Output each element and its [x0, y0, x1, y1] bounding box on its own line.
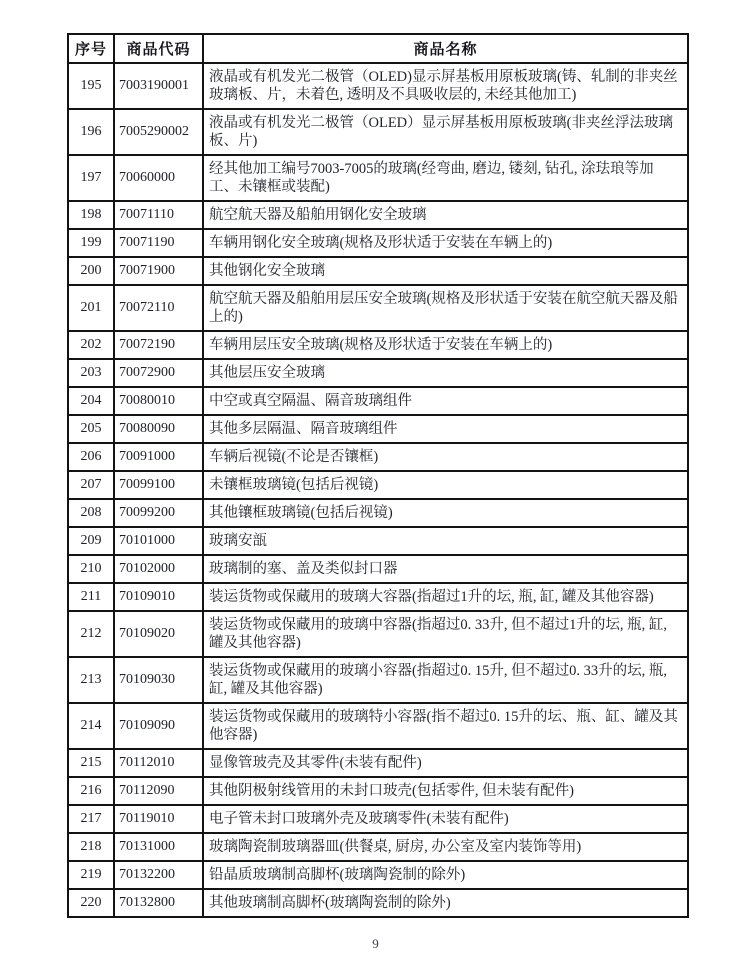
code-cell: 70109020 [114, 611, 203, 657]
name-cell: 经其他加工编号7003-7005的玻璃(经弯曲, 磨边, 镂刻, 钻孔, 涂珐琅等加工、未镶框或装配) [203, 155, 688, 201]
name-cell: 液晶或有机发光二极管（OLED）显示屏基板用原板玻璃(非夹丝浮法玻璃板、片) [203, 109, 688, 155]
name-cell: 装运货物或保藏用的玻璃小容器(指超过0. 15升, 但不超过0. 33升的坛, 瓶, 缸, 罐及其他容器) [203, 657, 688, 703]
table-row [68, 331, 688, 359]
table-row [68, 657, 688, 703]
code-cell: 70099100 [114, 471, 203, 499]
code-cell: 70102000 [114, 555, 203, 583]
table-row [68, 229, 688, 257]
serial-cell: 213 [68, 657, 114, 703]
serial-cell: 197 [68, 155, 114, 201]
table-row [68, 285, 688, 331]
serial-cell: 214 [68, 703, 114, 749]
code-cell: 70072190 [114, 331, 203, 359]
name-cell: 车辆用钢化安全玻璃(规格及形状适于安装在车辆上的) [203, 229, 688, 257]
code-cell: 70112010 [114, 749, 203, 777]
serial-cell: 215 [68, 749, 114, 777]
table-row [68, 471, 688, 499]
serial-cell: 216 [68, 777, 114, 805]
table-row [68, 415, 688, 443]
serial-cell: 208 [68, 499, 114, 527]
code-cell: 70080090 [114, 415, 203, 443]
code-cell: 70132200 [114, 861, 203, 889]
code-cell: 70072900 [114, 359, 203, 387]
name-cell: 其他层压安全玻璃 [203, 359, 688, 387]
code-cell: 70131000 [114, 833, 203, 861]
table-row [68, 155, 688, 201]
name-cell: 装运货物或保藏用的玻璃中容器(指超过0. 33升, 但不超过1升的坛, 瓶, 缸, 罐及其他容器) [203, 611, 688, 657]
table-row [68, 499, 688, 527]
serial-cell: 199 [68, 229, 114, 257]
table-row [68, 387, 688, 415]
name-cell: 其他镶框玻璃镜(包括后视镜) [203, 499, 688, 527]
code-cell: 70132800 [114, 889, 203, 917]
name-cell: 未镶框玻璃镜(包括后视镜) [203, 471, 688, 499]
commodity-table [67, 33, 689, 918]
serial-cell: 205 [68, 415, 114, 443]
table-row [68, 443, 688, 471]
table-row [68, 833, 688, 861]
name-cell: 玻璃陶瓷制玻璃器皿(供餐桌, 厨房, 办公室及室内装饰等用) [203, 833, 688, 861]
name-cell: 其他玻璃制高脚杯(玻璃陶瓷制的除外) [203, 889, 688, 917]
serial-cell: 200 [68, 257, 114, 285]
table-row [68, 527, 688, 555]
table-row [68, 201, 688, 229]
serial-cell: 202 [68, 331, 114, 359]
serial-cell: 196 [68, 109, 114, 155]
serial-cell: 212 [68, 611, 114, 657]
table-row [68, 805, 688, 833]
serial-cell: 220 [68, 889, 114, 917]
code-cell: 70080010 [114, 387, 203, 415]
code-cell: 70109010 [114, 583, 203, 611]
table-row [68, 359, 688, 387]
code-column-header: 商品代码 [114, 34, 203, 63]
code-cell: 70099200 [114, 499, 203, 527]
code-cell: 70112090 [114, 777, 203, 805]
name-cell: 装运货物或保藏用的玻璃大容器(指超过1升的坛, 瓶, 缸, 罐及其他容器) [203, 583, 688, 611]
table-row [68, 889, 688, 917]
name-cell: 车辆用层压安全玻璃(规格及形状适于安装在车辆上的) [203, 331, 688, 359]
page-number: 9 [372, 936, 379, 951]
name-cell: 其他钢化安全玻璃 [203, 257, 688, 285]
code-cell: 70119010 [114, 805, 203, 833]
name-cell: 航空航天器及船舶用钢化安全玻璃 [203, 201, 688, 229]
name-cell: 航空航天器及船舶用层压安全玻璃(规格及形状适于安装在航空航天器及船上的) [203, 285, 688, 331]
name-cell: 车辆后视镜(不论是否镶框) [203, 443, 688, 471]
code-cell: 70071900 [114, 257, 203, 285]
code-cell: 70060000 [114, 155, 203, 201]
name-cell: 玻璃安瓿 [203, 527, 688, 555]
table-row [68, 63, 688, 109]
code-cell: 70071110 [114, 201, 203, 229]
code-cell: 70091000 [114, 443, 203, 471]
code-cell: 70109090 [114, 703, 203, 749]
table-row [68, 555, 688, 583]
table-row [68, 777, 688, 805]
name-column-header: 商品名称 [203, 34, 688, 63]
code-cell: 7003190001 [114, 63, 203, 109]
name-cell: 装运货物或保藏用的玻璃特小容器(指不超过0. 15升的坛、瓶、缸、罐及其他容器) [203, 703, 688, 749]
table-row [68, 611, 688, 657]
table-row [68, 749, 688, 777]
header-row [68, 34, 688, 63]
name-cell: 铅晶质玻璃制高脚杯(玻璃陶瓷制的除外) [203, 861, 688, 889]
table-header [68, 34, 688, 63]
code-cell: 70071190 [114, 229, 203, 257]
table-row [68, 109, 688, 155]
code-cell: 70072110 [114, 285, 203, 331]
name-cell: 电子管未封口玻璃外壳及玻璃零件(未装有配件) [203, 805, 688, 833]
table-row [68, 703, 688, 749]
table-row [68, 257, 688, 285]
serial-cell: 206 [68, 443, 114, 471]
table-body [68, 63, 688, 917]
serial-cell: 210 [68, 555, 114, 583]
name-cell: 玻璃制的塞、盖及类似封口器 [203, 555, 688, 583]
serial-cell: 217 [68, 805, 114, 833]
serial-cell: 219 [68, 861, 114, 889]
code-cell: 7005290002 [114, 109, 203, 155]
table-row [68, 583, 688, 611]
serial-cell: 203 [68, 359, 114, 387]
serial-cell: 201 [68, 285, 114, 331]
serial-cell: 211 [68, 583, 114, 611]
serial-cell: 204 [68, 387, 114, 415]
serial-cell: 198 [68, 201, 114, 229]
name-cell: 其他多层隔温、隔音玻璃组件 [203, 415, 688, 443]
serial-cell: 207 [68, 471, 114, 499]
name-cell: 液晶或有机发光二极管（OLED)显示屏基板用原板玻璃(铸、轧制的非夹丝玻璃板、片，未着色, 透明及不具吸收层的, 未经其他加工) [203, 63, 688, 109]
name-cell: 中空或真空隔温、隔音玻璃组件 [203, 387, 688, 415]
code-cell: 70101000 [114, 527, 203, 555]
serial-cell: 195 [68, 63, 114, 109]
name-cell: 显像管玻壳及其零件(未装有配件) [203, 749, 688, 777]
serial-cell: 218 [68, 833, 114, 861]
table-row [68, 861, 688, 889]
code-cell: 70109030 [114, 657, 203, 703]
name-cell: 其他阴极射线管用的未封口玻壳(包括零件, 但未装有配件) [203, 777, 688, 805]
serial-column-header: 序号 [68, 34, 114, 63]
serial-cell: 209 [68, 527, 114, 555]
